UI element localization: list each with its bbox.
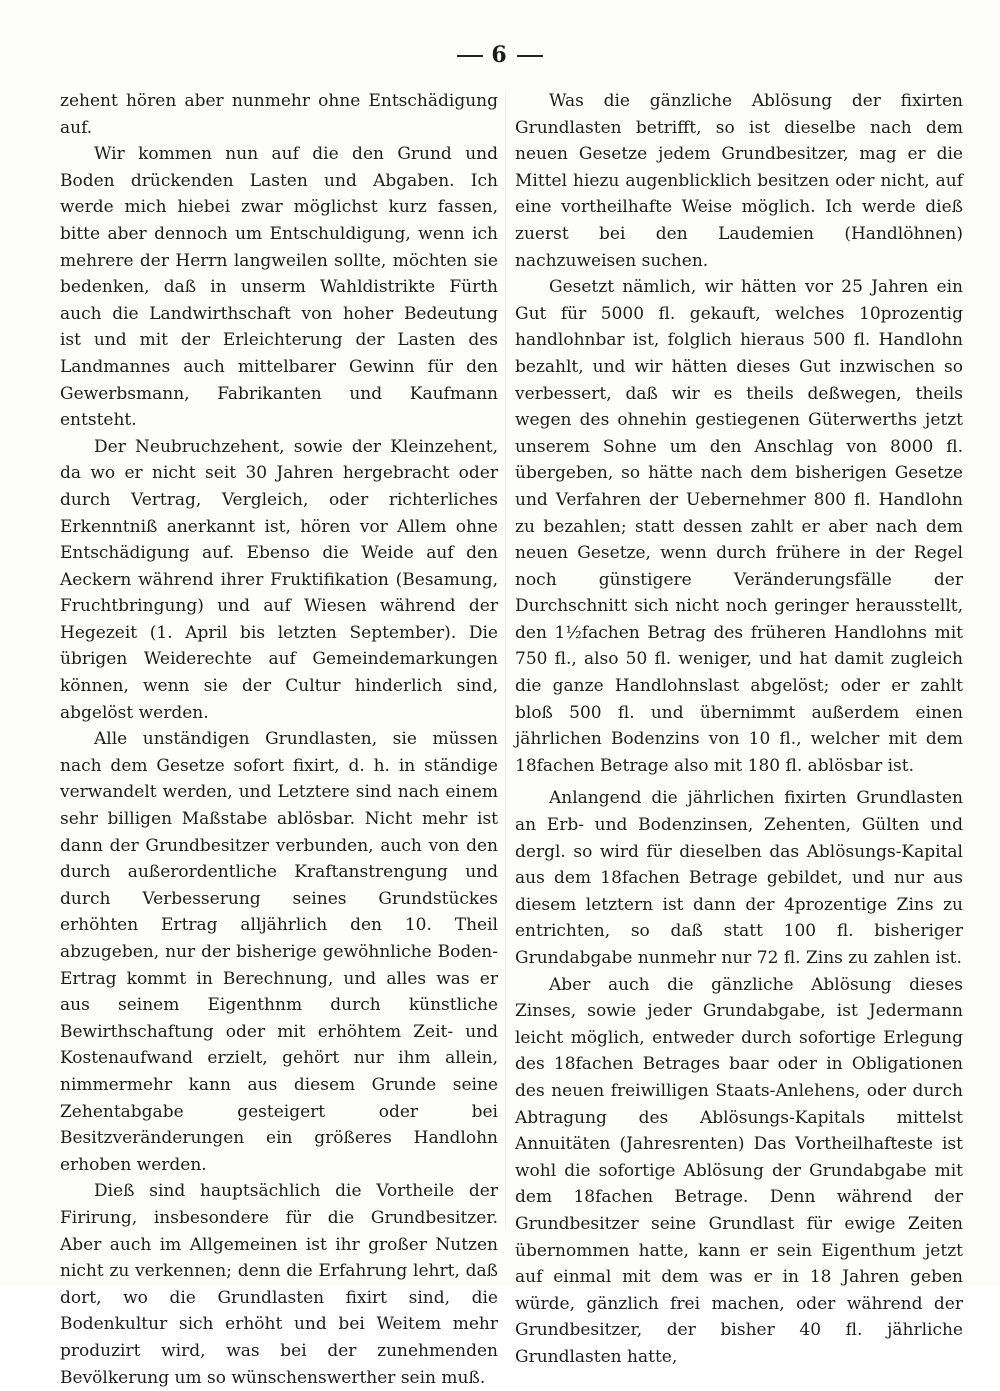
page-number: 6 xyxy=(491,42,509,68)
paragraph: Anlangend die jährlichen fixirten Grundlasten an Erb- und Bodenzinsen, Zehenten, Gülten und dergl. so wird für dieselben das Ablösungs-Kapital aus dem 18fachen Betrage gebildet, und nur aus diesem letztern ist dann der 4prozentige Zins zu entrichten, so daß statt 100 fl. bisheriger Grundabgabe nunmehr nur 72 fl. Zins zu zahlen ist. xyxy=(515,788,963,968)
paragraph: Der Neubruchzehent, sowie der Kleinzehent, da wo er nicht seit 30 Jahren hergebracht oder durch Vertrag, Vergleich, oder richterliches Erkenntniß anerkannt ist, hören vor Allem ohne Entschädigung auf. Ebenso die Weide auf den Aeckern während ihrer Fruktifikation (Besamung, Fruchtbringung) und auf Wiesen während der Hegezeit (1. April bis letzten September). Die übrigen Weiderechte auf Gemeindemarkungen können, wenn sie der Cultur hinderlich sind, abgelöst werden. xyxy=(60,436,498,723)
paragraph: Dieß sind hauptsächlich die Vortheile der Firirung, insbesondere für die Grundbesitzer. Aber auch im Allgemeinen ist ihr großer Nutzen nicht zu verkennen; denn die Erfahrung lehrt, daß dort, wo die Grundlasten fixirt sind, die Bodenkultur sich erhöht und bei Weitem mehr produzirt wird, was bei der zunehmenden Bevölkerung um so wünschenswerther sein muß. xyxy=(60,1181,498,1388)
header-dash-right xyxy=(517,55,543,57)
paragraph: Aber auch die gänzliche Ablösung dieses Zinses, sowie jeder Grundabgabe, ist Jedermann leicht möglich, entweder durch sofortige Erlegung des 18fachen Betrages baar oder in Obligationen des neuen freiwilligen Staats-Anlehens, oder durch Abtragung des Ablösungs-Kapitals mittelst Annuitäten (Jahresrenten) Das Vortheilhafteste ist wohl die sofortige Ablösung der Grundabgabe mit dem 18fachen Betrage. Denn während der Grundbesitzer seine Grundlast für ewige Zeiten übernommen hatte, kann er sein Eigenthum jetzt auf einmal mit dem was er in 18 Jahren geben würde, gänzlich frei machen, oder während der Grundbesitzer, der bisher 40 fl. jährliche Grundlasten hatte, xyxy=(515,974,963,1367)
paragraph: Wir kommen nun auf die den Grund und Boden drückenden Lasten und Abgaben. Ich werde mich hiebei zwar möglichst kurz fassen, bitte aber dennoch um Entschuldigung, wenn ich mehrere der Herrn langweilen sollte, möchten sie bedenken, daß in unserm Wahldistrikte Fürth auch die Landwirthschaft von hoher Bedeutung ist und mit der Erleichterung der Lasten des Landmannes auch mittelbarer Gewinn für den Gewerbsmann, Fabrikanten und Kaufmann entsteht. xyxy=(60,144,498,431)
left-column xyxy=(60,88,498,1391)
paragraph: Alle unständigen Grundlasten, sie müssen nach dem Gesetze sofort fixirt, d. h. in ständige verwandelt werden, und Letztere sind nach einem sehr billigen Maßstabe ablösbar. Nicht mehr ist dann der Grundbesitzer verbunden, auch von den durch außerordentliche Kraftanstrengung und durch Verbesserung seines Grundstückes erhöhten Ertrag alljährlich den 10. Theil abzugeben, nur der bisherige gewöhnliche Boden-Ertrag kommt in Berechnung, und alles was er aus seinem Eigenthnm durch künstliche Bewirthschaftung oder mit erhöhtem Zeit- und Kostenaufwand erzielt, gehört nur ihm allein, nimmermehr kann aus diesem Grunde seine Zehentabgabe gesteigert oder bei Besitzveränderungen ein größeres Handlohn erhoben werden. xyxy=(60,729,498,1175)
paragraph: zehent hören aber nunmehr ohne Entschädigung auf. xyxy=(60,91,498,138)
column-divider xyxy=(505,90,506,1230)
paragraph: Was die gänzliche Ablösung der fixirten Grundlasten betrifft, so ist dieselbe nach dem neuen Gesetze jedem Grundbesitzer, mag er die Mittel hiezu augenblicklich besitzen oder nicht, auf eine vortheilhafte Weise möglich. Ich werde dieß zuerst bei den Laudemien (Handlöhnen) nachzuweisen suchen. xyxy=(515,91,963,271)
header-dash-left xyxy=(457,55,483,57)
paragraph: Gesetzt nämlich, wir hätten vor 25 Jahren ein Gut für 5000 fl. gekauft, welches 10prozentig handlohnbar ist, folglich hieraus 500 fl. Handlohn bezahlt, und wir hätten dieses Gut inzwischen so verbessert, daß wir es theils deßwegen, theils wegen des ohnehin gestiegenen Güterwerths jetzt unserem Sohne um den Anschlag von 8000 fl. übergeben, so hätte nach dem bisherigen Gesetze und Verfahren der Uebernehmer 800 fl. Handlohn zu bezahlen; statt dessen zahlt er aber nach dem neuen Gesetze, wenn durch frühere in der Regel noch günstigere Veränderungsfälle der Durchschnitt sich nicht noch geringer herausstellt, den 1½fachen Betrag des früheren Handlohns mit 750 fl., also 50 fl. weniger, und hat damit zugleich die ganze Handlohnslast abgelöst; oder er zahlt bloß 500 fl. und übernimmt außerdem einen jährlichen Bodenzins von 10 fl., welcher mit dem 18fachen Betrage also mit 180 fl. ablösbar ist. xyxy=(515,277,963,776)
right-column xyxy=(515,88,963,1371)
page-header xyxy=(0,42,1000,68)
